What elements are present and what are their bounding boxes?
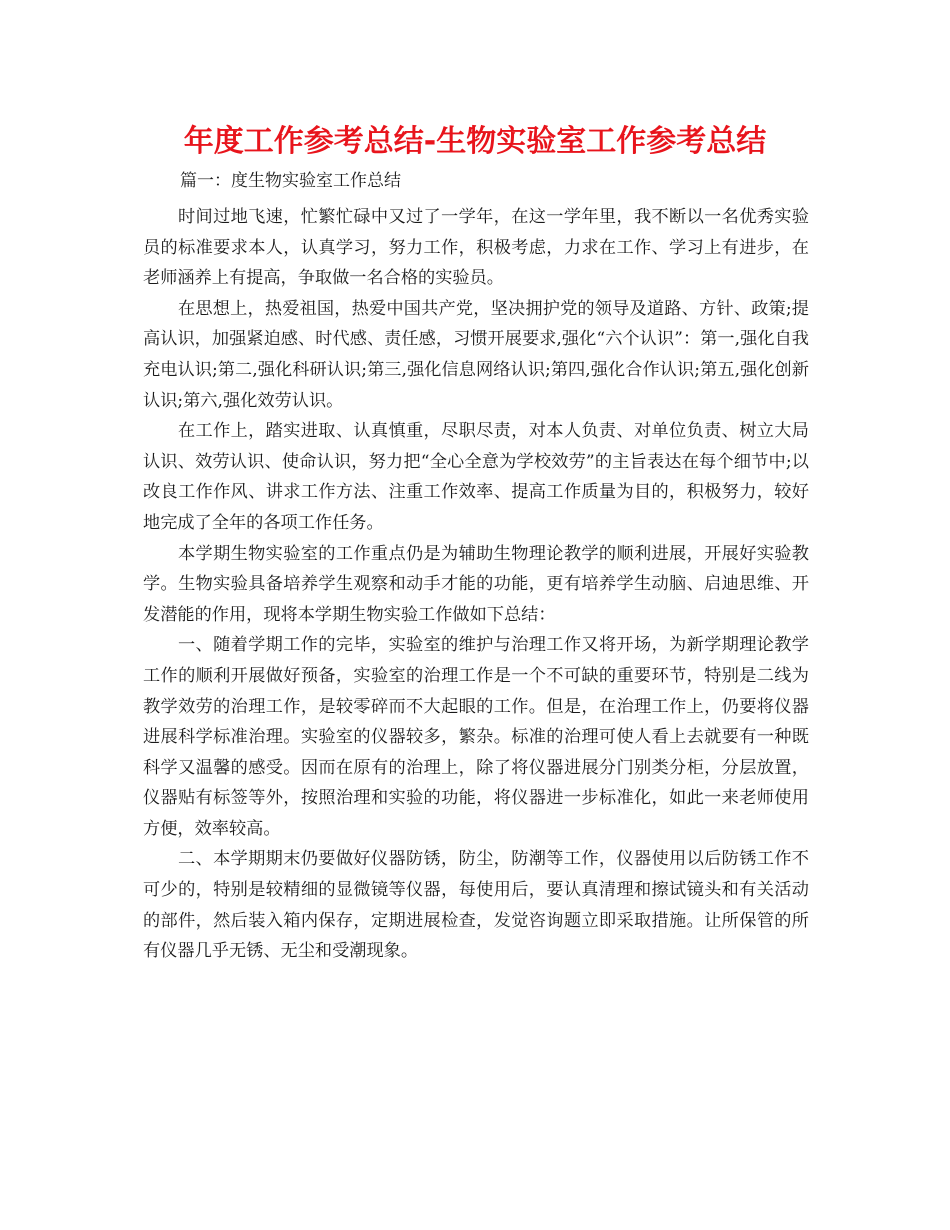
document-body — [143, 202, 809, 967]
paragraph-4: 本学期生物实验室的工作重点仍是为辅助生物理论教学的顺利进展，开展好实验教学。生物实验具备培养学生观察和动手才能的功能，更有培养学生动脑、启迪思维、开发潜能的作用，现将本学期生物实验工作做如下总结： — [143, 543, 809, 625]
paragraph-1: 时间过地飞速，忙繁忙碌中又过了一学年，在这一学年里，我不断以一名优秀实验员的标准要求本人，认真学习，努力工作，积极考虑，力求在工作、学习上有进步，在老师涵养上有提高，争取做一名合格的实验员。 — [143, 207, 809, 289]
paragraph-5: 一、随着学期工作的完毕，实验室的维护与治理工作又将开场，为新学期理论教学工作的顺利开展做好预备，实验室的治理工作是一个不可缺的重要环节，特别是二线为教学效劳的治理工作，是较零碎而不大起眼的工作。但是，在治理工作上，仍要将仪器进展科学标准治理。实验室的仪器较多，繁杂。标准的治理可使人看上去就要有一种既科学又温馨的感受。因而在原有的治理上，除了将仪器进展分门别类分柜，分层放置，仪器贴有标签等外，按照治理和实验的功能，将仪器进一步标准化，如此一来老师使用方便，效率较高。 — [143, 635, 809, 839]
document-subtitle: 篇一：度生物实验室工作总结 — [180, 171, 401, 191]
document-title: 年度工作参考总结-生物实验室工作参考总结 — [183, 124, 767, 159]
paragraph-3: 在工作上，踏实进取、认真慎重，尽职尽责，对本人负责、对单位负责、树立大局认识、效劳认识、使命认识，努力把“全心全意为学校效劳”的主旨表达在每个细节中;以改良工作作风、讲求工作方法、注重工作效率、提高工作质量为目的，积极努力，较好地完成了全年的各项工作任务。 — [143, 421, 809, 533]
paragraph-2: 在思想上，热爱祖国，热爱中国共产党，坚决拥护党的领导及道路、方针、政策;提高认识，加强紧迫感、时代感、责任感，习惯开展要求,强化“六个认识”：第一,强化自我充电认识;第二,强化科研认识;第三,强化信息网络认识;第四,强化合作认识;第五,强化创新认识;第六,强化效劳认识。 — [143, 298, 809, 411]
paragraph-6: 二、本学期期末仍要做好仪器防锈，防尘，防潮等工作，仪器使用以后防锈工作不可少的，特别是较精细的显微镜等仪器，每使用后，要认真清理和擦试镜头和有关活动的部件，然后装入箱内保存，定期进展检查，发觉咨询题立即采取措施。让所保管的所有仪器几乎无锈、无尘和受潮现象。 — [143, 849, 809, 962]
